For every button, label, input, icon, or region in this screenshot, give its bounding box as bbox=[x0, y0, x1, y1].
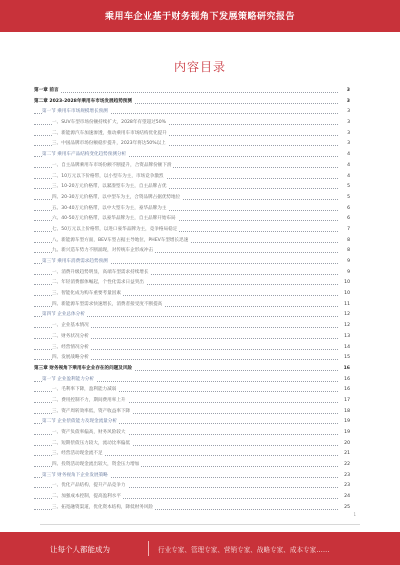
footer-bar bbox=[0, 532, 400, 565]
toc-entry-title: 二、短期偿债压力较大，流动比率偏低 bbox=[52, 440, 131, 446]
toc-entry-page: 15 bbox=[342, 353, 350, 364]
toc-entry-page: 10 bbox=[342, 289, 350, 300]
toc-entry-page: 14 bbox=[342, 343, 350, 354]
header-bar bbox=[0, 0, 400, 32]
toc-entry-title: 第三节 乘用车消费需求趋势预测 bbox=[42, 259, 108, 264]
toc-entry-title: 二、费用控制不力，期间费用率上升 bbox=[52, 397, 126, 403]
toc-entry-title: 二、新能源汽车加速渗透，推动乘用车市场结构优化提升 bbox=[52, 130, 167, 136]
toc-entry-page: 4 bbox=[345, 172, 350, 183]
toc-subsection[interactable] bbox=[34, 492, 350, 503]
toc-entry-page: 20 bbox=[342, 439, 350, 450]
toc-entry-title: 一、SUV车型市场份额持续扩大，2028年有望超过50% bbox=[52, 120, 167, 126]
toc-subsection[interactable] bbox=[34, 289, 350, 300]
toc-entry-page: 18 bbox=[342, 407, 350, 418]
toc-entry-title: 七、50万元以上价格带，以进口豪华品牌为主，竞争格局稳定 bbox=[52, 226, 178, 232]
toc-section[interactable] bbox=[34, 417, 350, 428]
toc-entry-title: 二、加强成本控制，提高盈利水平 bbox=[52, 494, 121, 500]
toc-subsection[interactable] bbox=[34, 460, 350, 471]
toc-entry-page: 16 bbox=[342, 364, 350, 375]
page-number: 1 bbox=[353, 512, 356, 517]
toc-subsection[interactable] bbox=[34, 332, 350, 343]
toc-entry-title: 三、经营情况分析 bbox=[52, 344, 89, 350]
toc-heading: 内容目录 bbox=[173, 60, 226, 74]
toc-entry-page: 17 bbox=[342, 396, 350, 407]
toc-entry-page: 16 bbox=[342, 375, 350, 386]
toc-entry-title: 三、拓宽融资渠道，优化资本结构，降低财务风险 bbox=[52, 504, 154, 510]
toc-subsection[interactable] bbox=[34, 236, 350, 247]
toc-entry-page: 23 bbox=[342, 481, 350, 492]
toc-entry-page: 25 bbox=[342, 503, 350, 514]
toc-entry-title: 第二节 乘用车产品结构变化趋势预测分析 bbox=[42, 152, 127, 158]
toc-subsection[interactable] bbox=[34, 182, 350, 193]
toc-subsection[interactable] bbox=[34, 385, 350, 396]
toc-entry-title: 第四节 企业总体分析 bbox=[42, 312, 85, 318]
toc-entry-title: 三、智能化成为购车重要考量因素 bbox=[52, 291, 121, 297]
toc-entry-title: 一、优化产品结构，提升产品竞争力 bbox=[52, 483, 126, 489]
toc-section[interactable] bbox=[34, 150, 350, 161]
toc-entry-title: 六、40-50万元价格带，以豪华品牌为主，自主品牌开始布局 bbox=[52, 216, 176, 222]
toc-subsection[interactable] bbox=[34, 343, 350, 354]
toc-entry-title: 一、消费升级趋势明显，高端车型需求持续增长 bbox=[52, 269, 149, 275]
toc-section[interactable] bbox=[34, 375, 350, 386]
toc-entry-page: 19 bbox=[342, 428, 350, 439]
toc-entry-page: 10 bbox=[342, 278, 350, 289]
toc-subsection[interactable] bbox=[34, 214, 350, 225]
toc-entry-page: 9 bbox=[345, 257, 350, 268]
toc-entry-title: 九、新兴造车势力不断涌现，对传统车企形成冲击 bbox=[52, 248, 154, 254]
toc-entry-title: 一、自主品牌乘用车市场份额不断提升，合资品牌份额下滑 bbox=[52, 162, 172, 168]
footer-separator bbox=[148, 541, 149, 556]
toc-entry-page: 3 bbox=[345, 97, 350, 108]
toc-subsection[interactable] bbox=[34, 225, 350, 236]
document-title: 乘用车企业基于财务视角下发展策略研究报告 bbox=[104, 12, 295, 22]
toc-entry-title: 第一章 前言 bbox=[34, 88, 59, 93]
toc-entry-title: 五、30-40万元价格带，以中大型车为主，豪华品牌为主 bbox=[52, 205, 167, 211]
toc-entry-title: 二、财务状况分析 bbox=[52, 333, 89, 339]
toc-subsection[interactable] bbox=[34, 246, 350, 257]
toc-entry-title: 二、10万元以下价格带，以小型车为主，市场竞争激烈 bbox=[52, 173, 164, 179]
toc-entry-page: 3 bbox=[345, 107, 350, 118]
toc-entry-page: 9 bbox=[345, 268, 350, 279]
toc-entry-page: 3 bbox=[345, 118, 350, 129]
toc-entry-title: 三、中国品牌市场份额稳步提升，2023年将达50%以上 bbox=[52, 141, 166, 147]
toc-entry-page: 5 bbox=[345, 182, 350, 193]
toc-subsection[interactable] bbox=[34, 172, 350, 183]
toc-entry-title: 三、10-20万元价格带，以紧凑型车为主，自主品牌占优 bbox=[52, 184, 167, 190]
toc-chapter[interactable] bbox=[34, 364, 350, 375]
toc-section[interactable] bbox=[34, 310, 350, 321]
toc-entry-title: 八、新能源车型方面，BEV车型占据主导地位，PHEV车型增长迅速 bbox=[52, 237, 189, 243]
toc-entry-page: 8 bbox=[345, 246, 350, 257]
table-of-contents bbox=[34, 86, 350, 514]
toc-subsection[interactable] bbox=[34, 268, 350, 279]
toc-chapter[interactable] bbox=[34, 86, 350, 97]
toc-entry-title: 四、20-30万元价格带，以中型车为主，合资品牌占据优势地位 bbox=[52, 194, 181, 200]
toc-entry-page: 16 bbox=[342, 385, 350, 396]
toc-entry-page: 19 bbox=[342, 417, 350, 428]
toc-entry-page: 12 bbox=[342, 321, 350, 332]
toc-section[interactable] bbox=[34, 471, 350, 482]
toc-leader-dots bbox=[34, 92, 338, 93]
toc-subsection[interactable] bbox=[34, 321, 350, 332]
toc-entry-page: 4 bbox=[345, 150, 350, 161]
toc-entry-page: 6 bbox=[345, 214, 350, 225]
toc-subsection[interactable] bbox=[34, 300, 350, 311]
toc-entry-title: 第一节 企业盈利能力分析 bbox=[42, 376, 94, 382]
footer-divider bbox=[40, 524, 360, 525]
toc-entry-page: 3 bbox=[345, 129, 350, 140]
toc-entry-title: 第二章 2023-2028年乘用车市场发展趋势预测 bbox=[34, 98, 132, 104]
toc-entry-page: 23 bbox=[342, 471, 350, 482]
toc-entry-title: 一、毛利率下降，盈利能力减弱 bbox=[52, 387, 117, 393]
toc-subsection[interactable] bbox=[34, 396, 350, 407]
toc-subsection[interactable] bbox=[34, 161, 350, 172]
toc-subsection[interactable] bbox=[34, 481, 350, 492]
toc-entry-title: 一、企业基本情况 bbox=[52, 323, 89, 329]
toc-subsection[interactable] bbox=[34, 118, 350, 129]
toc-entry-page: 3 bbox=[345, 86, 350, 97]
toc-entry-page: 3 bbox=[345, 139, 350, 150]
toc-subsection[interactable] bbox=[34, 204, 350, 215]
toc-entry-title: 四、投资活动现金流出较大，资金压力增加 bbox=[52, 462, 140, 468]
toc-subsection[interactable] bbox=[34, 129, 350, 140]
toc-chapter[interactable] bbox=[34, 97, 350, 108]
toc-entry-title: 二、年轻消费群体崛起，个性化需求日益突出 bbox=[52, 280, 144, 286]
toc-entry-title: 第三节 财务视角下企业发展策略 bbox=[42, 472, 108, 478]
toc-entry-title: 三、经营活动现金流不足 bbox=[52, 451, 103, 457]
toc-entry-page: 21 bbox=[342, 449, 350, 460]
toc-entry-page: 11 bbox=[342, 300, 350, 311]
toc-entry-page: 6 bbox=[345, 204, 350, 215]
toc-entry-title: 四、发展战略分析 bbox=[52, 355, 89, 361]
footer-slogan: 让每个人都能成为 bbox=[50, 545, 110, 554]
toc-entry-title: 一、资产负债率偏高，财务风险较大 bbox=[52, 430, 126, 435]
toc-entry-title: 四、新能源车型需求快速增长，消费者接受度不断提高 bbox=[52, 301, 163, 307]
toc-subsection[interactable] bbox=[34, 428, 350, 439]
footer-tagline: 行业专家、管理专家、营销专家、战略专家、成本专家…… bbox=[158, 546, 330, 554]
toc-entry-page: 12 bbox=[342, 310, 350, 321]
toc-entry-page: 7 bbox=[345, 225, 350, 236]
toc-entry-title: 三、资产周转效率低，资产收益率下降 bbox=[52, 408, 131, 414]
toc-subsection[interactable] bbox=[34, 449, 350, 460]
toc-subsection[interactable] bbox=[34, 139, 350, 150]
toc-entry-page: 8 bbox=[345, 236, 350, 247]
toc-subsection[interactable] bbox=[34, 439, 350, 450]
toc-entry-title: 第三章 财务视角下乘用车企业存在的问题及风险 bbox=[34, 365, 133, 371]
toc-entry-page: 24 bbox=[342, 492, 350, 503]
toc-subsection[interactable] bbox=[34, 353, 350, 364]
toc-subsection[interactable] bbox=[34, 503, 350, 514]
toc-entry-title: 第二节 企业偿债能力及现金流量分析 bbox=[42, 419, 117, 425]
toc-entry-page: 4 bbox=[345, 161, 350, 172]
toc-entry-title: 第一节 乘用车市场规模增长预测 bbox=[42, 109, 108, 115]
toc-subsection[interactable] bbox=[34, 193, 350, 204]
toc-subsection[interactable] bbox=[34, 278, 350, 289]
toc-section[interactable] bbox=[34, 257, 350, 268]
toc-section[interactable] bbox=[34, 107, 350, 118]
toc-entry-page: 5 bbox=[345, 193, 350, 204]
toc-subsection[interactable] bbox=[34, 407, 350, 418]
toc-entry-page: 22 bbox=[342, 460, 350, 471]
toc-entry-page: 13 bbox=[342, 332, 350, 343]
